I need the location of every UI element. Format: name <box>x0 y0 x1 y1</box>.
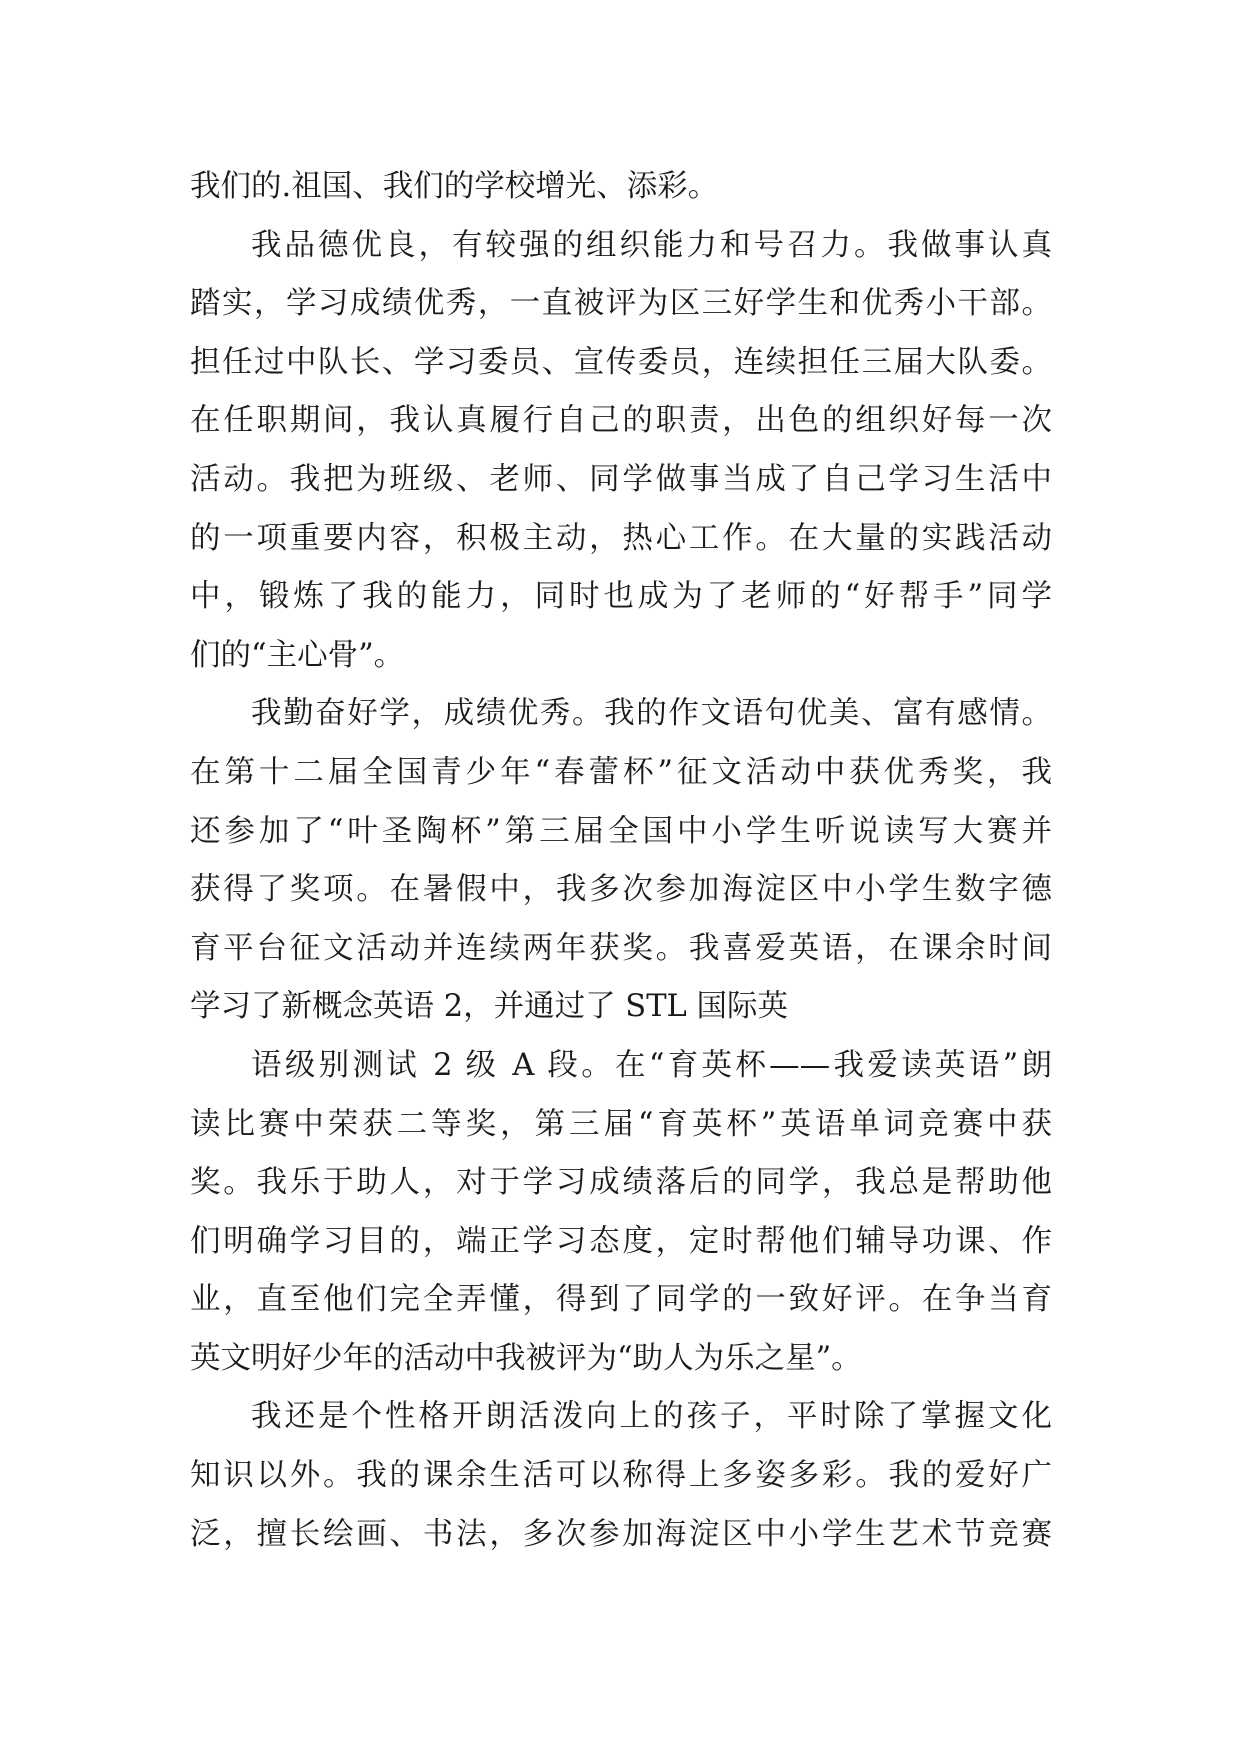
text-line-8: 中，锻炼了我的能力，同时也成为了老师的“好帮手”同学 <box>190 579 1052 615</box>
text-line-10: 我勤奋好学，成绩优秀。我的作文语句优美、富有感情。 <box>251 696 1052 732</box>
text-line-11: 在第十二届全国青少年“春蕾杯”征文活动中获优秀奖，我 <box>190 754 1052 790</box>
text-line-18: 奖。我乐于助人，对于学习成绩落后的同学，我总是帮助他 <box>190 1165 1052 1201</box>
text-line-2: 我品德优良，有较强的组织能力和号召力。我做事认真 <box>251 227 1052 263</box>
text-line-16: 语级别测试 2 级 A 段。在“育英杯——我爱读英语”朗 <box>251 1047 1052 1083</box>
text-line-21: 英文明好少年的活动中我被评为“助人为乐之星”。 <box>190 1340 862 1376</box>
text-line-4: 担任过中队长、学习委员、宣传委员，连续担任三届大队委。 <box>190 344 1052 380</box>
text-line-13: 获得了奖项。在暑假中，我多次参加海淀区中小学生数字德 <box>190 872 1052 908</box>
text-line-17: 读比赛中荣获二等奖，第三届“育英杯”英语单词竞赛中获 <box>190 1106 1052 1142</box>
text-line-9: 们的“主心骨”。 <box>190 637 405 673</box>
text-line-1: 我们的.祖国、我们的学校增光、添彩。 <box>190 169 719 204</box>
text-line-15: 学习了新概念英语 2，并通过了 STL 国际英 <box>190 989 788 1025</box>
text-line-19: 们明确学习目的，端正学习态度，定时帮他们辅导功课、作 <box>190 1223 1052 1259</box>
text-line-24: 泛，擅长绘画、书法，多次参加海淀区中小学生艺术节竞赛 <box>190 1516 1052 1552</box>
text-line-5: 在任职期间，我认真履行自己的职责，出色的组织好每一次 <box>190 403 1052 439</box>
text-line-3: 踏实，学习成绩优秀，一直被评为区三好学生和优秀小干部。 <box>190 286 1052 322</box>
text-line-14: 育平台征文活动并连续两年获奖。我喜爱英语，在课余时间 <box>190 930 1052 966</box>
text-line-23: 知识以外。我的课余生活可以称得上多姿多彩。我的爱好广 <box>190 1458 1052 1494</box>
text-line-7: 的一项重要内容，积极主动，热心工作。在大量的实践活动 <box>190 520 1052 556</box>
text-line-22: 我还是个性格开朗活泼向上的孩子，平时除了掌握文化 <box>251 1399 1052 1435</box>
text-line-12: 还参加了“叶圣陶杯”第三届全国中小学生听说读写大赛并 <box>190 813 1052 849</box>
document-body <box>190 158 1052 1564</box>
text-line-20: 业，直至他们完全弄懂，得到了同学的一致好评。在争当育 <box>190 1282 1052 1318</box>
text-line-6: 活动。我把为班级、老师、同学做事当成了自己学习生活中 <box>190 461 1052 497</box>
